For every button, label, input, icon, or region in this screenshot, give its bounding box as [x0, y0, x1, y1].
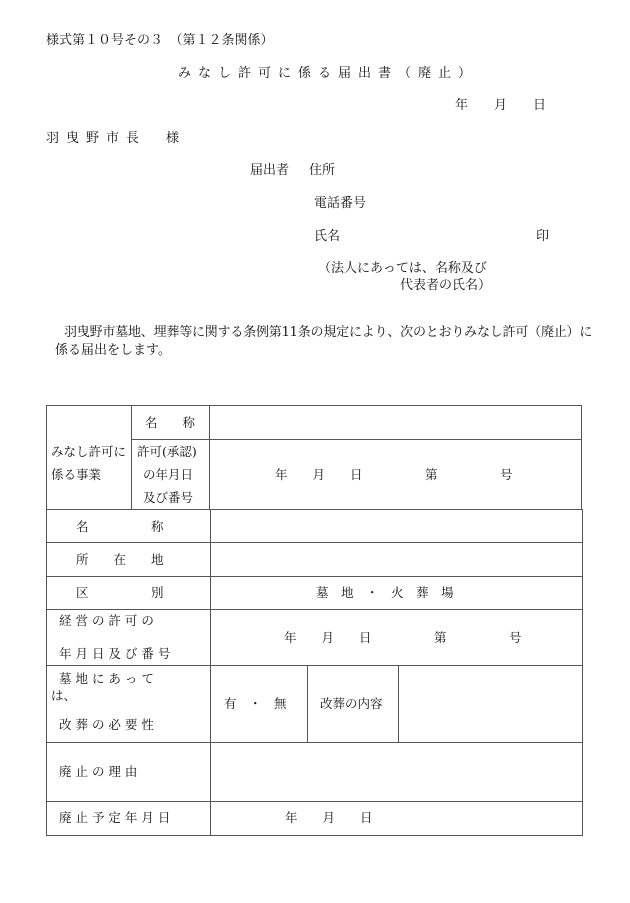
reburial-label-3: 改 葬 の 必 要 性 — [59, 717, 154, 732]
mgmt-label-1: 経 営 の 許 可 の — [59, 613, 154, 628]
business-name-label: 名 称 — [145, 415, 196, 430]
statement-line-2: 係る届出をします。 — [55, 343, 171, 358]
business-label-2: 係る事業 — [51, 467, 102, 482]
reburial-value: 有 ・ 無 — [224, 696, 287, 711]
scheduled-date-label: 廃 止 予 定 年 月 日 — [59, 810, 171, 825]
permit-label-1: 許可(承認) — [137, 444, 197, 459]
permit-label-2: の年月日 — [143, 467, 194, 482]
permit-value: 年 月 日 第 号 — [275, 467, 513, 482]
reburial-label-1: 墓 地 に あ っ て — [59, 671, 154, 686]
corp-note-2: 代表者の氏名） — [400, 278, 492, 293]
addressee: 羽曳野市長 様 — [46, 131, 187, 146]
mgmt-value: 年 月 日 第 号 — [284, 630, 522, 645]
facility-name-label: 名 称 — [76, 519, 164, 534]
business-label-1: みなし許可に — [51, 444, 127, 459]
reburial-label-2: は、 — [51, 688, 77, 703]
form-number: 様式第１０号その３ （第１２条関係） — [46, 33, 274, 48]
name-label: 氏名 — [314, 229, 341, 244]
category-label: 区 別 — [76, 585, 164, 600]
address-label: 住所 — [309, 163, 336, 178]
scheduled-date-value: 年 月 日 — [285, 810, 373, 825]
seal-mark: 印 — [536, 229, 550, 244]
mgmt-label-2: 年 月 日 及 び 番 号 — [59, 646, 171, 661]
category-value: 墓 地 ・ 火 葬 場 — [316, 585, 454, 600]
reburial-detail-label: 改葬の内容 — [320, 696, 383, 711]
permit-label-3: 及び番号 — [143, 490, 194, 505]
corp-note-1: （法人にあっては、名称及び — [318, 261, 487, 276]
reason-label: 廃 止 の 理 由 — [59, 764, 138, 779]
applicant-label: 届出者 — [250, 163, 290, 178]
document-title: みなし許可に係る届出書（廃止） — [178, 66, 479, 81]
location-label: 所 在 地 — [76, 552, 164, 567]
statement-line-1: 羽曳野市墓地、埋葬等に関する条例第11条の規定により、次のとおりみなし許可（廃止）に — [64, 325, 593, 340]
date-line: 年 月 日 — [455, 98, 547, 113]
phone-label: 電話番号 — [314, 196, 367, 211]
